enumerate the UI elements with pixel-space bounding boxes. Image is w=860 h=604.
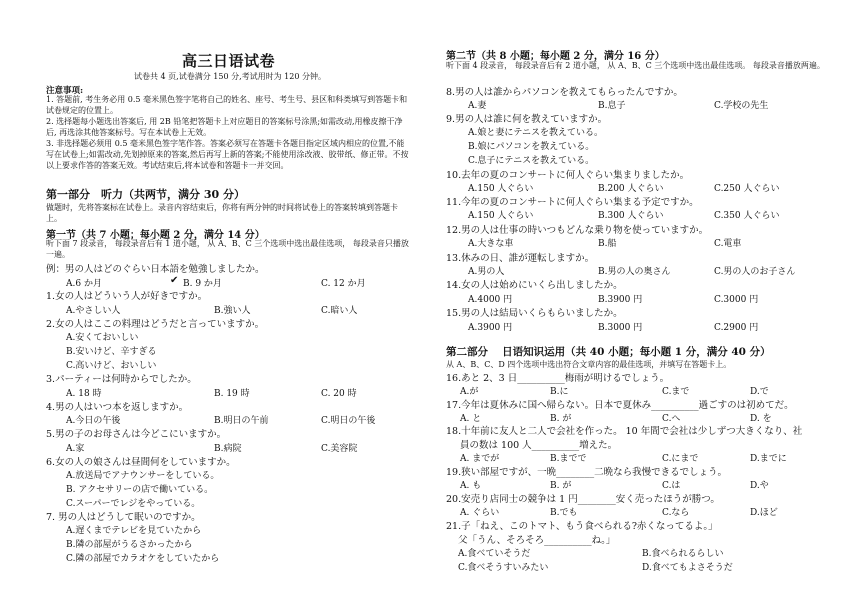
question-14: 14.女の人は始めにいくら出しましたか。 xyxy=(446,280,623,291)
q4-option-c: C.明日の午後 xyxy=(321,416,376,426)
q20-option-c: C.なら xyxy=(662,508,690,518)
q7-option-b: B.隣の部屋がうるさかったから xyxy=(66,540,193,550)
question-2: 2.女の人はここの料理はどうだと言っていますか。 xyxy=(46,319,265,330)
q20-option-d: D.ほど xyxy=(750,508,778,518)
q8-option-b: B.息子 xyxy=(598,101,626,111)
q3-option-c: C. 20 時 xyxy=(321,389,357,399)
q8-option-c: C.学校の先生 xyxy=(714,101,769,111)
q11-option-b: B.300 人ぐらい xyxy=(598,211,664,221)
q7-option-a: A.遅くまでテレビを見ていたから xyxy=(66,526,202,536)
example-option-b: B. 9 か月 xyxy=(183,279,222,289)
q18-option-d: D.までに xyxy=(750,454,787,464)
example-option-a: A.6 か月 xyxy=(66,279,102,289)
question-5: 5.男の子のお母さんは今どこにいますか。 xyxy=(46,429,227,440)
q3-option-b: B. 19 時 xyxy=(214,389,250,399)
q14-option-b: B.3900 円 xyxy=(598,295,643,305)
q19-option-a: A. も xyxy=(460,481,482,491)
q17-option-a: A. と xyxy=(460,414,482,424)
q18-option-b: B.までで xyxy=(550,454,587,464)
q14-option-c: C.3000 円 xyxy=(714,295,759,305)
question-11: 11.今年の夏のコンサートに何人ぐらい集まる予定ですか。 xyxy=(446,197,699,208)
q20-option-b: B.でも xyxy=(550,508,578,518)
question-10: 10.去年の夏のコンサートに何人ぐらい集まりましたか。 xyxy=(446,170,690,181)
page-title: 高三日语试卷 xyxy=(182,52,276,70)
question-21: 21.子「ねえ、このトマト、もう食べられる?赤くなってるよ。」 xyxy=(446,521,718,532)
q17-option-b: B. が xyxy=(550,414,572,424)
question-19: 19.狭い部屋ですが、一晩________二晩なら我慢できるでしょう。 xyxy=(446,467,728,478)
q4-option-a: A.今日の午後 xyxy=(66,416,121,426)
question-12: 12.男の人は仕事の時いつもどんな乗り物を使っていますか。 xyxy=(446,225,709,236)
part2-intro: 从 A、B、C、D 四个选项中选出符合文章内容的最佳选项，并填写在答题卡上。 xyxy=(446,360,732,369)
q2-option-a: A.安くておいしい xyxy=(66,333,139,343)
q21-option-a: A.食べていそうだ xyxy=(458,549,531,559)
q16-option-b: B.に xyxy=(550,387,569,397)
q13-option-c: C.男の人のお子さん xyxy=(714,267,796,277)
question-18-line2: 員の数は 100 人__________増えた。 xyxy=(460,440,618,451)
q5-option-a: A.家 xyxy=(66,444,85,454)
example-question: 例：男の人はどのぐらい日本語を勉強しましたか。 xyxy=(46,264,265,275)
question-17: 17.今年は夏休みに国へ帰らない。日本で夏休み__________過ごすのは初めてだ。 xyxy=(446,400,794,411)
q13-option-a: A.男の人 xyxy=(468,267,505,277)
q15-option-b: B.3000 円 xyxy=(598,323,643,333)
q21-option-b: B.食べられるらしい xyxy=(642,549,724,559)
note-item-3: 3. 非选择题必须用 0.5 毫米黑色签字笔作答。答案必须写在答题卡各题目指定区域内相应的位置,不能写在试卷上;如需改动,先划掉原来的答案,然后再写上新的答案;不能使用涂改液、胶带纸、修正带。不按以上要求作答的答案无效。考试结束后,将本试卷和答题卡一并交回。 xyxy=(46,139,409,171)
exam-subtitle: 试卷共 4 页,试卷满分 150 分,考试用时为 120 分钟。 xyxy=(134,72,326,81)
notes-heading: 注意事项: xyxy=(46,86,84,96)
q6-option-b: B. アクセサリーの店で働いている。 xyxy=(66,485,214,495)
question-20: 20.安売り店同士の競争は 1 円________安く売ったほうが勝つ。 xyxy=(446,494,720,505)
q16-option-c: C.まで xyxy=(662,387,690,397)
q18-option-c: C.にまで xyxy=(662,454,699,464)
q7-option-c: C.隣の部屋でカラオケをしていたから xyxy=(66,554,220,564)
q12-option-c: C.電車 xyxy=(714,239,742,249)
q18-option-a: A. までが xyxy=(460,454,500,464)
q1-option-c: C.暗い人 xyxy=(321,306,358,316)
q8-option-a: A.妻 xyxy=(468,101,487,111)
q16-option-d: D.で xyxy=(750,387,769,397)
q17-option-c: C.へ xyxy=(662,414,681,424)
section1-title: 第一节（共 7 小题；每小题 2 分，满分 14 分） xyxy=(46,230,265,241)
q9-option-a: A.娘と妻にテニスを教えている。 xyxy=(468,128,604,138)
q10-option-b: B.200 人ぐらい xyxy=(598,184,664,194)
q11-option-c: C.350 人ぐらい xyxy=(714,211,780,221)
q21-option-d: D.食べてもよさそうだ xyxy=(642,563,733,573)
question-6: 6.女の人の娘さんは昼間何をしていますか。 xyxy=(46,457,236,468)
question-21-line2: 父「うん、そろそろ__________ね。」 xyxy=(458,535,616,546)
q6-option-c: C.スーパーでレジをやっている。 xyxy=(66,499,201,509)
q12-option-b: B.船 xyxy=(598,239,617,249)
q15-option-c: C.2900 円 xyxy=(714,323,759,333)
q1-option-a: A.やさしい人 xyxy=(66,306,121,316)
q1-option-b: B.強い人 xyxy=(214,306,251,316)
q19-option-b: B. が xyxy=(550,481,572,491)
q20-option-a: A. ぐらい xyxy=(460,508,500,518)
q5-option-c: C.美容院 xyxy=(321,444,358,454)
question-7: 7. 男の人はどうして眠いのですか。 xyxy=(46,512,201,523)
check-mark-icon: ✔ xyxy=(170,275,179,286)
q16-option-a: A.が xyxy=(460,387,479,397)
q21-option-c: C.食べそうすいみたい xyxy=(458,563,549,573)
q9-option-c: C.息子にテニスを教えている。 xyxy=(468,156,595,166)
q12-option-a: A.大きな車 xyxy=(468,239,514,249)
q9-option-b: B.娘にパソコンを教えている。 xyxy=(468,142,595,152)
section2-intro: 听下面 4 段录音， 每段录音后有 2 道小题， 从 A、B、C 三个选项中选出最佳选项。 每段录音播放两遍。 xyxy=(446,61,825,70)
question-16: 16.あと 2、3 日__________梅雨が明けるでしょう。 xyxy=(446,373,670,384)
part2-title: 第二部分 日语知识运用（共 40 小题；每小题 1 分，满分 40 分） xyxy=(446,346,771,358)
q4-option-b: B.明日の午前 xyxy=(214,416,269,426)
question-13: 13.休みの日、誰が運転しますか。 xyxy=(446,253,595,264)
part1-title: 第一部分 听力（共两节，满分 30 分） xyxy=(46,188,245,201)
part1-intro: 做题时，先将答案标在试卷上。录音内容结束后，你将有两分钟的时间将试卷上的答案转填到答题卡上。 xyxy=(46,203,398,224)
question-1: 1.女の人はどういう人が好きですか。 xyxy=(46,291,208,302)
example-option-c: C. 12 か月 xyxy=(321,279,366,289)
q17-option-d: D. を xyxy=(750,414,772,424)
question-15: 15.男の人は結局いくらもらいましたか。 xyxy=(446,308,623,319)
question-3: 3.パーティーは何時からでしたか。 xyxy=(46,374,197,385)
q6-option-a: A.放送局でアナウンサーをしている。 xyxy=(66,471,220,481)
question-9: 9.男の人は誰に何を教えていますか。 xyxy=(446,114,608,125)
q2-option-c: C.高いけど、おいしい xyxy=(66,361,157,371)
note-item-2: 2. 选择题每小题选出答案后, 用 2B 铅笔把答题卡上对应题目的答案标号涂黑;如需改动,用橡皮擦干净后, 再选涂其他答案标号。写在本试卷上无效。 xyxy=(46,117,403,138)
q14-option-a: A.4000 円 xyxy=(468,295,513,305)
note-item-1: 1. 答题前, 考生务必用 0.5 毫米黑色签字笔将自己的姓名、座号、考生号、县区和科类填写到答题卡和试卷规定的位置上。 xyxy=(46,95,408,116)
q2-option-b: B.安いけど、辛すぎる xyxy=(66,347,157,357)
q5-option-b: B.病院 xyxy=(214,444,242,454)
q19-option-c: C.は xyxy=(662,481,681,491)
q19-option-d: D.や xyxy=(750,481,769,491)
q13-option-b: B.男の人の奥さん xyxy=(598,267,671,277)
question-4: 4.男の人はいつ本を返しますか。 xyxy=(46,402,189,413)
q10-option-c: C.250 人ぐらい xyxy=(714,184,780,194)
section2-title: 第二节（共 8 小题；每小题 2 分，满分 16 分） xyxy=(446,51,665,62)
question-18: 18.十年前に友人と二人で会社を作った。 10 年間で会社は少しずつ大きくなり、社 xyxy=(446,426,803,437)
question-8: 8.男の人は誰からパソコンを教えてもらったんですか。 xyxy=(446,87,683,98)
q11-option-a: A.150 人ぐらい xyxy=(468,211,534,221)
q3-option-a: A. 18 時 xyxy=(66,389,102,399)
q10-option-a: A.150 人ぐらい xyxy=(468,184,534,194)
q15-option-a: A.3900 円 xyxy=(468,323,513,333)
section1-intro: 听下面 7 段录音， 每段录音后有 1 道小题， 从 A、B、C 三个选项中选出最佳选项， 每段录音只播放一遍。 xyxy=(46,239,409,260)
